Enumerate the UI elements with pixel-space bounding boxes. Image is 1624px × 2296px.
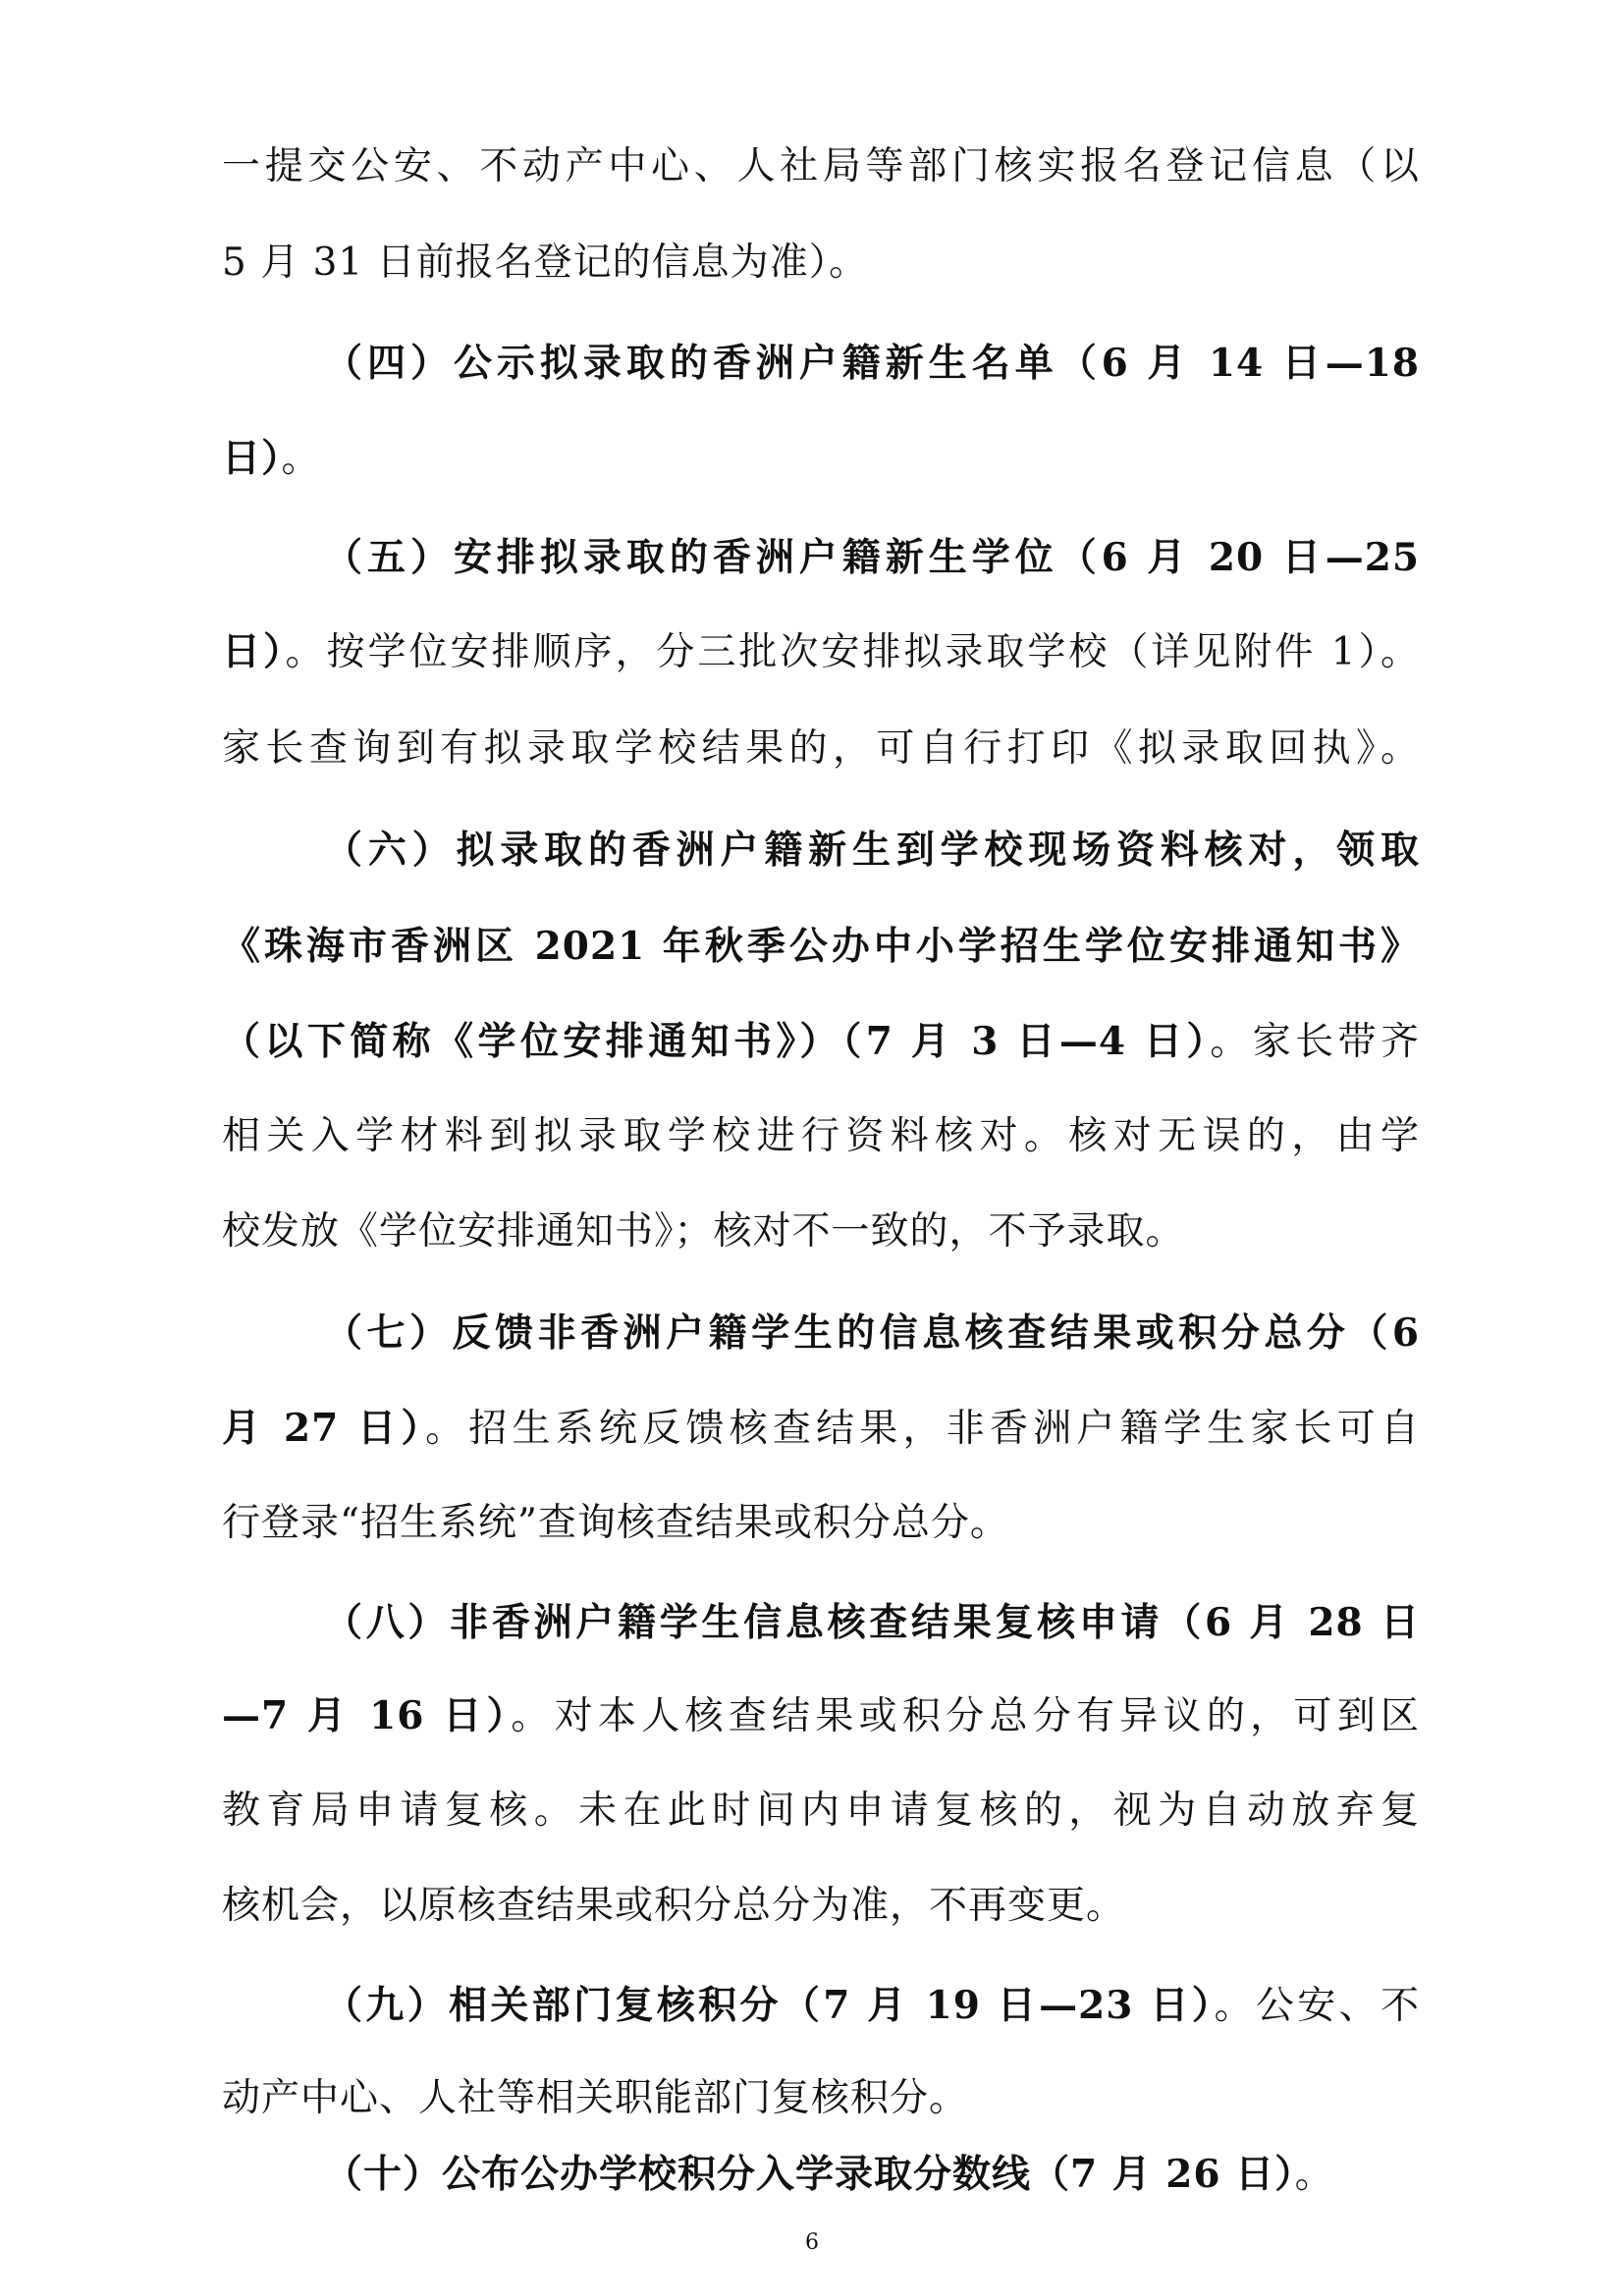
line-text: 一提交公安、不动产中心、人社局等部门核实报名登记信息（以 [222,144,1420,188]
line-text: 。按学位安排顺序，分三批次安排拟录取学校（详见附件 1）。 [285,630,1420,674]
heading-text: —7 月 16 日） [222,1693,512,1738]
body-line [222,1399,1420,1458]
heading-text: （十）公布公办学校积分入学录取分数线（7 月 26 日） [324,2152,1295,2197]
heading-text: （八）非香洲户籍学生信息核查结果复核申请（6 月 28 日 [324,1600,1420,1645]
section-heading-8 [324,1593,1420,1652]
body-line [222,720,1420,778]
heading-text: 《珠海市香洲区 2021 年秋季公办中小学招生学位安排通知书》 [222,924,1420,969]
heading-text: （七）反馈非香洲户籍学生的信息核查结果或积分总分（6 [324,1310,1420,1356]
body-line [222,1202,1420,1261]
line-text: 家长查询到有拟录取学校结果的，可自行打印《拟录取回执》。 [222,726,1420,771]
line-text: 教育局申请复核。未在此时间内申请复核的，视为自动放弃复 [222,1789,1420,1833]
body-line [222,622,1420,681]
section-heading-4-cont [222,429,1420,488]
line-text: 。招生系统反馈核查结果，非香洲户籍学生家长可自 [425,1407,1420,1451]
section-heading-7 [324,1304,1420,1362]
heading-text: 月 27 日） [222,1406,426,1451]
line-text: 相关入学材料到拟录取学校进行资料核对。核对无误的，由学 [222,1114,1420,1158]
section-heading-4 [324,334,1420,393]
body-line [222,1107,1420,1166]
body-line [222,1686,1420,1745]
heading-text: （四）公示拟录取的香洲户籍新生名单（6 月 14 日—18 [324,341,1420,386]
line-text: 校发放《学位安排通知书》；核对不一致的，不予录取。 [222,1209,1185,1254]
heading-text: （五）安排拟录取的香洲户籍新生学位（6 月 20 日—25 [324,535,1420,580]
section-heading-6-cont [222,917,1420,976]
body-line [222,1877,1420,1936]
line-text: 。公安、不 [1214,1984,1420,2028]
line-text: 行登录“招生系统”查询核查结果或积分总分。 [222,1501,1009,1545]
body-line [222,137,1420,196]
line-text: 核机会，以原核查结果或积分总分为准，不再变更。 [222,1884,1126,1928]
body-line [222,2069,1420,2128]
line-text: 。家长带齐 [1210,1020,1420,1064]
heading-text: 日） [222,436,282,481]
heading-text: 日） [222,629,286,674]
line-text: 。 [281,437,321,481]
line-text: 动产中心、人社等相关职能部门复核积分。 [222,2076,969,2120]
section-heading-6 [324,821,1420,880]
section-heading-9 [324,1976,1420,2035]
section-heading-6-cont [222,1012,1420,1071]
page-number: 6 [805,2230,819,2255]
line-text: 。 [1294,2153,1334,2197]
heading-text: （六）拟录取的香洲户籍新生到学校现场资料核对，领取 [324,828,1420,873]
line-text: 。对本人核查结果或积分总分有异议的，可到区 [511,1694,1420,1738]
heading-text: （九）相关部门复核积分（7 月 19 日—23 日） [324,1983,1215,2028]
line-text: 5 月 31 日前报名登记的信息为准）。 [222,240,869,285]
body-line [222,234,1420,293]
body-line [222,1782,1420,1841]
heading-text: （以下简称《学位安排通知书》）（7 月 3 日—4 日） [222,1019,1211,1064]
section-heading-5 [324,528,1420,587]
section-heading-10 [324,2145,1420,2204]
body-line [222,1494,1420,1553]
